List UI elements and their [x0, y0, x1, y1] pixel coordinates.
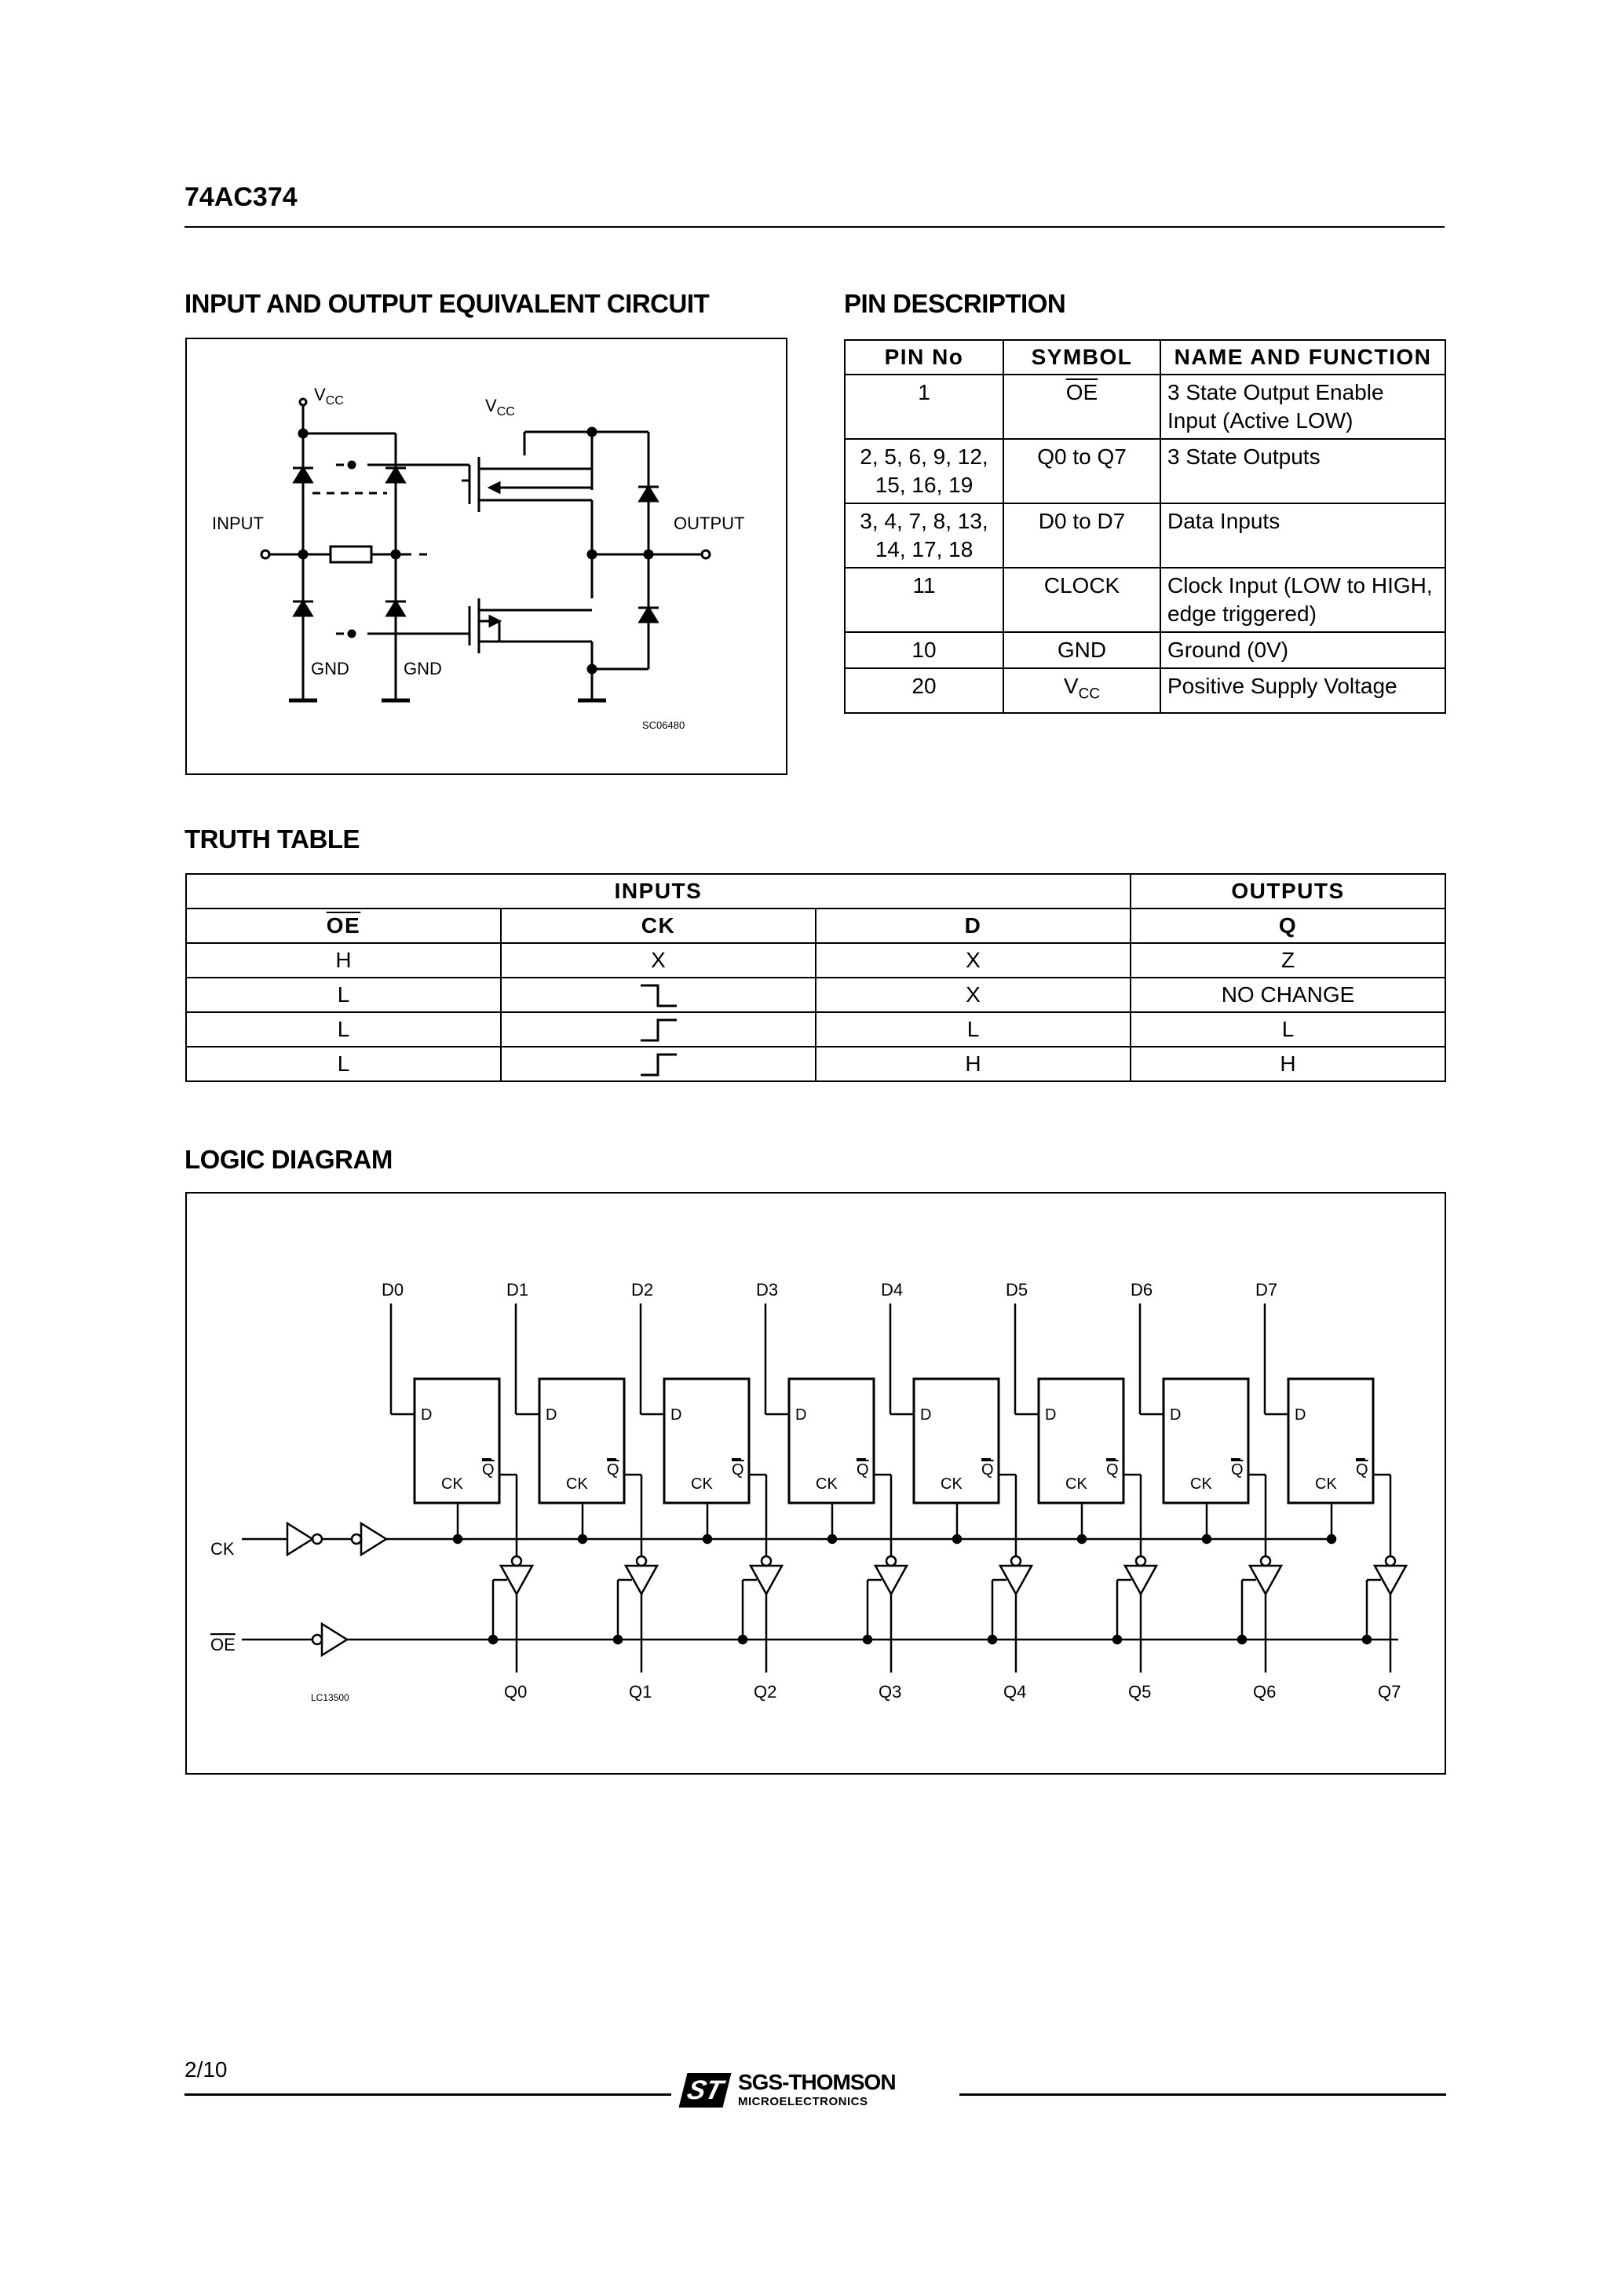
- io-circuit-title: INPUT AND OUTPUT EQUIVALENT CIRCUIT: [184, 289, 710, 318]
- ck-buffer-bubble: [352, 1534, 361, 1544]
- output-label: Q0: [504, 1682, 528, 1702]
- output-buffer-bubble: [512, 1556, 521, 1566]
- output-label: Q7: [1378, 1682, 1401, 1702]
- d-cell: L: [816, 1012, 1131, 1047]
- q-cell: H: [1131, 1047, 1445, 1081]
- table-row: [845, 568, 1445, 632]
- output-buffer-bubble: [762, 1556, 771, 1566]
- function-cell: 3 State Output Enable Input (Active LOW): [1160, 375, 1445, 439]
- function-cell: Ground (0V): [1160, 632, 1445, 668]
- truth-table: [185, 873, 1446, 1082]
- ck-input-label: CK: [210, 1539, 235, 1559]
- part-number: 74AC374: [184, 182, 298, 212]
- oe-cell: L: [186, 1047, 501, 1081]
- ff-qbar-label: Q: [607, 1461, 619, 1479]
- gnd-label-2: GND: [404, 659, 442, 678]
- junction-dot: [864, 1636, 871, 1643]
- logic-diagram-schematic: [187, 1194, 1445, 1773]
- data-input-label: D3: [756, 1280, 779, 1300]
- pin-cell: 20: [845, 668, 1003, 713]
- ff-d-label: D: [795, 1406, 807, 1424]
- page-number: 2/10: [184, 2057, 228, 2082]
- table-row: [845, 439, 1445, 503]
- symbol-cell: $V_{CC}$: [1003, 668, 1160, 713]
- junction-dot: [579, 1535, 586, 1543]
- ff-qbar-label: Q: [732, 1461, 744, 1479]
- table-row: [845, 632, 1445, 668]
- table-row: [186, 978, 1445, 1012]
- table-row: [186, 1047, 1445, 1081]
- vcc-label-right: $V_{CC}$: [485, 396, 515, 419]
- d-cell: X: [816, 943, 1131, 978]
- symbol-cell: D0 to D7: [1003, 503, 1160, 568]
- table-row: [845, 503, 1445, 568]
- data-input-label: D0: [382, 1280, 404, 1300]
- ff-qbar-label: Q: [857, 1461, 869, 1479]
- ff-d-label: D: [670, 1406, 682, 1424]
- q-cell: L: [1131, 1012, 1445, 1047]
- ff-qbar-label: Q: [981, 1461, 994, 1479]
- junction-dot: [489, 1636, 497, 1643]
- pin-description-table: [844, 339, 1446, 714]
- header-rule: [184, 226, 1445, 228]
- oe-cell: H: [186, 943, 501, 978]
- st-logo-icon: ST: [679, 2073, 732, 2108]
- output-label: Q1: [629, 1682, 652, 1702]
- junction-dot: [703, 1535, 711, 1543]
- col-header: NAME AND FUNCTION: [1160, 340, 1445, 375]
- brand-logo: [683, 2070, 950, 2117]
- io-ref-code: SC06480: [642, 719, 685, 731]
- q-cell: Z: [1131, 943, 1445, 978]
- io-circuit-box: [185, 338, 787, 775]
- col-header: PIN No: [845, 340, 1003, 375]
- output-buffer-bubble: [886, 1556, 896, 1566]
- data-input-label: D2: [631, 1280, 654, 1300]
- pin-cell: 1: [845, 375, 1003, 439]
- data-input-label: D7: [1255, 1280, 1278, 1300]
- ff-ck-label: CK: [816, 1475, 838, 1493]
- ck-cell: X: [501, 943, 816, 978]
- logic-ref-code: LC13500: [311, 1692, 349, 1703]
- ck-cell: [501, 978, 816, 1012]
- rising-edge-icon: [639, 1052, 678, 1077]
- junction-dot: [739, 1636, 747, 1643]
- ff-d-label: D: [546, 1406, 557, 1424]
- function-cell: Clock Input (LOW to HIGH, edge triggered): [1160, 568, 1445, 632]
- junction-dot: [1203, 1535, 1211, 1543]
- ff-d-label: D: [1045, 1406, 1057, 1424]
- footer-rule-right: [959, 2093, 1446, 2096]
- input-label: INPUT: [212, 514, 264, 533]
- ff-d-label: D: [920, 1406, 932, 1424]
- ck-cell: [501, 1012, 816, 1047]
- output-label: OUTPUT: [674, 514, 745, 533]
- output-buffer-bubble: [637, 1556, 646, 1566]
- oe-buffer-bubble: [312, 1635, 322, 1644]
- data-input-label: D4: [881, 1280, 904, 1300]
- ff-d-label: D: [1295, 1406, 1306, 1424]
- gnd-label-1: GND: [311, 659, 349, 678]
- output-buffer-bubble: [1011, 1556, 1021, 1566]
- ff-ck-label: CK: [566, 1475, 588, 1493]
- rising-edge-icon: [639, 1018, 678, 1043]
- junction-dot: [614, 1636, 622, 1643]
- junction-dot: [1363, 1636, 1371, 1643]
- ff-qbar-label: Q: [1231, 1461, 1244, 1479]
- pin-cell: 10: [845, 632, 1003, 668]
- oe-input-label: OE: [210, 1635, 236, 1654]
- ff-qbar-label: Q: [482, 1461, 495, 1479]
- oe-buffer-icon: [322, 1624, 347, 1655]
- function-cell: Data Inputs: [1160, 503, 1445, 568]
- outputs-group-header: OUTPUTS: [1131, 874, 1445, 909]
- junction-dot: [1113, 1636, 1121, 1643]
- brand-subline: MICROELECTRONICS: [738, 2095, 868, 2108]
- ff-qbar-label: Q: [1106, 1461, 1119, 1479]
- output-label: Q3: [879, 1682, 902, 1702]
- table-row: [845, 375, 1445, 439]
- data-input-label: D5: [1006, 1280, 1028, 1300]
- logic-diagram-title: LOGIC DIAGRAM: [184, 1145, 393, 1174]
- output-buffer-bubble: [1136, 1556, 1145, 1566]
- brand-name: SGS-THOMSON: [738, 2070, 896, 2094]
- junction-dot: [1238, 1636, 1246, 1643]
- pin-cell: 11: [845, 568, 1003, 632]
- ck-buffer-icon: [361, 1523, 386, 1555]
- output-label: Q2: [754, 1682, 777, 1702]
- ff-ck-label: CK: [1065, 1475, 1087, 1493]
- function-cell: Positive Supply Voltage: [1160, 668, 1445, 713]
- function-cell: 3 State Outputs: [1160, 439, 1445, 503]
- ff-ck-label: CK: [691, 1475, 713, 1493]
- d-cell: H: [816, 1047, 1131, 1081]
- inputs-group-header: INPUTS: [186, 874, 1131, 909]
- data-input-label: D6: [1131, 1280, 1153, 1300]
- logic-diagram-box: [185, 1192, 1446, 1775]
- table-row: [186, 1012, 1445, 1047]
- ck-inverter-icon: [287, 1523, 312, 1555]
- col-header-q: Q: [1131, 909, 1445, 943]
- symbol-cell: CLOCK: [1003, 568, 1160, 632]
- col-header-ck: CK: [501, 909, 816, 943]
- truth-table-title: TRUTH TABLE: [184, 824, 360, 854]
- footer-rule-left: [184, 2093, 671, 2096]
- symbol-cell: $\overline{OE}$: [1003, 375, 1160, 439]
- data-input-label: D1: [506, 1280, 529, 1300]
- pin-cell: 2, 5, 6, 9, 12, 15, 16, 19: [845, 439, 1003, 503]
- falling-edge-icon: [639, 983, 678, 1008]
- col-header-d: D: [816, 909, 1131, 943]
- junction-dot: [1078, 1535, 1086, 1543]
- pin-cell: 3, 4, 7, 8, 13, 14, 17, 18: [845, 503, 1003, 568]
- ff-d-label: D: [421, 1406, 433, 1424]
- ff-qbar-label: Q: [1356, 1461, 1368, 1479]
- ff-d-label: D: [1170, 1406, 1182, 1424]
- col-header: SYMBOL: [1003, 340, 1160, 375]
- ff-ck-label: CK: [1315, 1475, 1337, 1493]
- symbol-cell: Q0 to Q7: [1003, 439, 1160, 503]
- ff-ck-label: CK: [941, 1475, 963, 1493]
- junction-dot: [454, 1535, 462, 1543]
- table-row: [186, 943, 1445, 978]
- q-cell: NO CHANGE: [1131, 978, 1445, 1012]
- output-buffer-bubble: [1261, 1556, 1270, 1566]
- ck-cell: [501, 1047, 816, 1081]
- ff-ck-label: CK: [441, 1475, 463, 1493]
- oe-cell: L: [186, 1012, 501, 1047]
- oe-cell: L: [186, 978, 501, 1012]
- vcc-label-left: $V_{CC}$: [314, 385, 344, 408]
- output-buffer-bubble: [1386, 1556, 1395, 1566]
- col-header-oe: $\overline{OE}$: [186, 909, 501, 943]
- junction-dot: [953, 1535, 961, 1543]
- table-row: [845, 668, 1445, 713]
- junction-dot: [1328, 1535, 1335, 1543]
- pin-description-title: PIN DESCRIPTION: [844, 289, 1066, 318]
- ff-ck-label: CK: [1190, 1475, 1212, 1493]
- d-cell: X: [816, 978, 1131, 1012]
- output-label: Q4: [1003, 1682, 1027, 1702]
- junction-dot: [988, 1636, 996, 1643]
- junction-dot: [828, 1535, 836, 1543]
- output-label: Q6: [1253, 1682, 1277, 1702]
- output-label: Q5: [1128, 1682, 1152, 1702]
- io-circuit-schematic: [187, 339, 786, 773]
- symbol-cell: GND: [1003, 632, 1160, 668]
